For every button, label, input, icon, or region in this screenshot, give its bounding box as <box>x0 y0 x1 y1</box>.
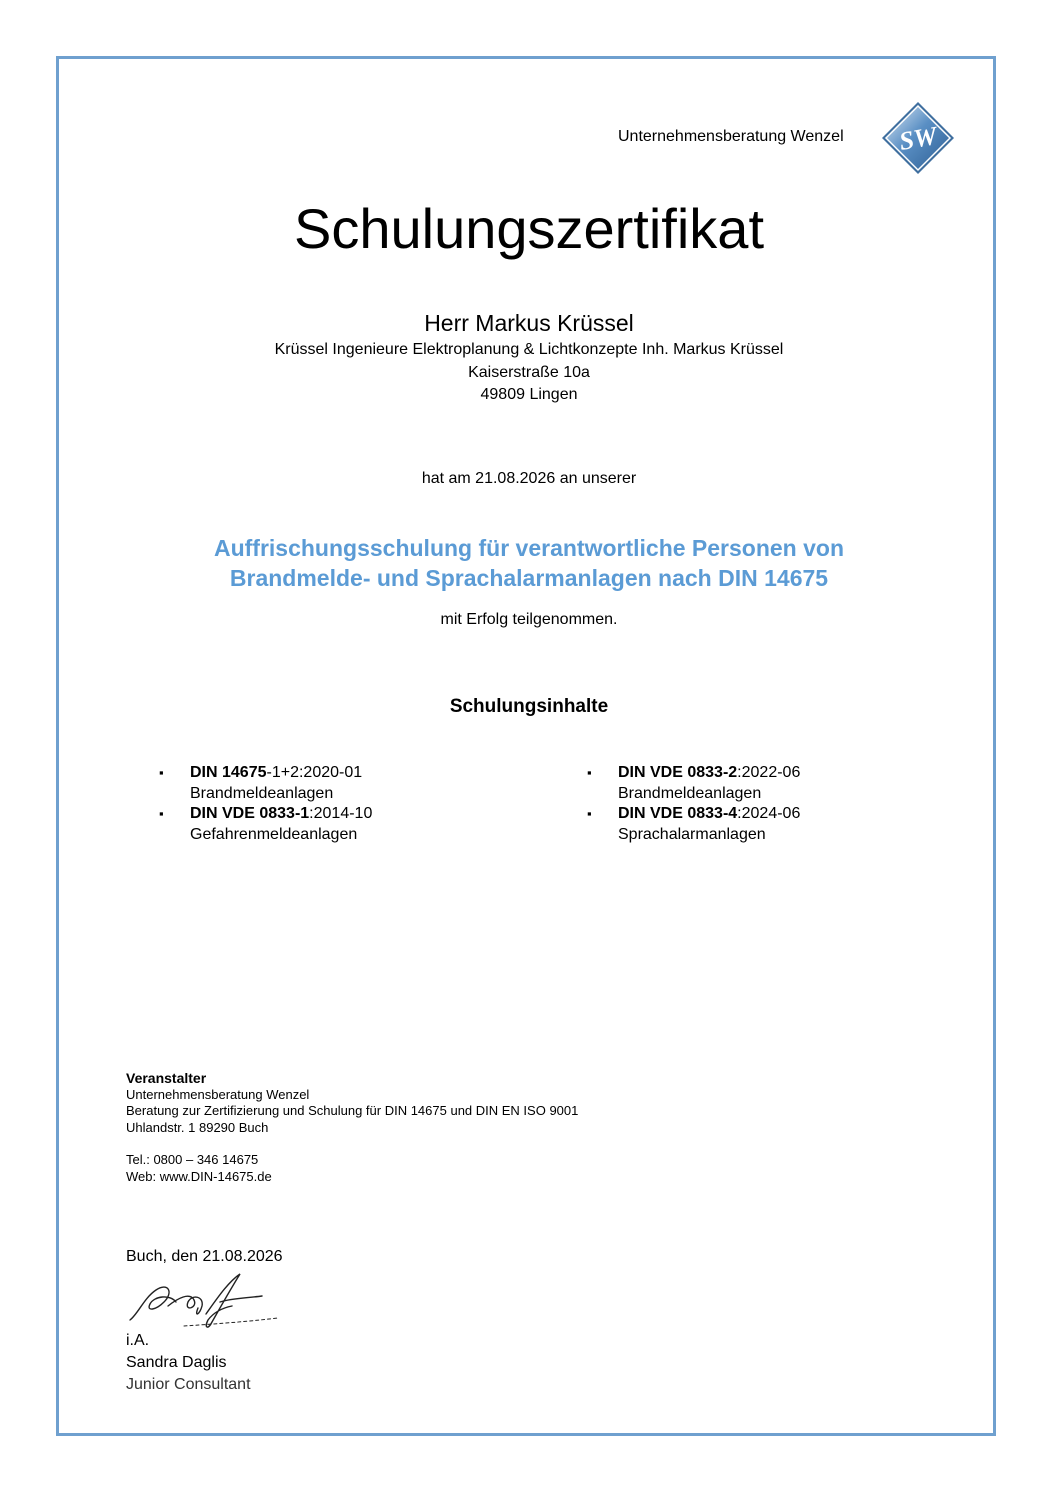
success-text: mit Erfolg teilgenommen. <box>440 611 618 628</box>
item-version: :2024-06 <box>737 805 801 822</box>
item-code: DIN VDE 0833-2 <box>618 764 738 781</box>
item-description: Brandmeldeanlagen <box>618 785 762 802</box>
organizer-name: Unternehmensberatung Wenzel <box>126 1086 310 1102</box>
recipient-company: Krüssel Ingenieure Elektroplanung & Lichtkonzepte Inh. Markus Krüssel <box>274 341 784 358</box>
recipient-street: Kaiserstraße 10a <box>468 364 590 381</box>
organizer-web: Web: www.DIN-14675.de <box>126 1168 272 1184</box>
organizer-tagline: Beratung zur Zertifizierung und Schulung für DIN 14675 und DIN EN ISO 9001 <box>126 1103 579 1118</box>
item-version: -1+2:2020-01 <box>266 764 363 781</box>
handwritten-signature <box>124 1268 284 1338</box>
organizer-phone: Tel.: 0800 – 346 14675 <box>126 1152 259 1167</box>
content-item <box>587 762 938 804</box>
organizer-label: Veranstalter <box>126 1070 207 1086</box>
signatory-prefix: i.A. <box>126 1332 150 1349</box>
brand-name: Unternehmensberatung Wenzel <box>618 128 844 145</box>
signatory-block <box>126 1330 251 1396</box>
recipient-name: Herr Markus Krüssel <box>424 310 634 336</box>
bullet-icon: ▪ <box>587 765 592 780</box>
signatory-name: Sandra Daglis <box>126 1354 227 1371</box>
signatory-role: Junior Consultant <box>126 1376 251 1393</box>
item-version: :2014-10 <box>309 805 373 822</box>
company-logo <box>880 100 956 176</box>
item-code: DIN VDE 0833-4 <box>618 805 738 822</box>
recipient-city: 49809 Lingen <box>480 386 578 403</box>
content-item <box>587 803 938 845</box>
svg-text:SW: SW <box>897 120 940 157</box>
item-description: Brandmeldeanlagen <box>190 785 334 802</box>
contents-heading: Schulungsinhalte <box>449 696 609 717</box>
course-title-line-2: Brandmelde- und Sprachalarmanlagen nach DIN 14675 <box>229 565 829 591</box>
item-code: DIN VDE 0833-1 <box>190 805 310 822</box>
content-item <box>159 762 510 804</box>
content-item <box>159 803 510 845</box>
item-version: :2022-06 <box>737 764 801 781</box>
place-date: Buch, den 21.08.2026 <box>126 1248 283 1265</box>
item-code: DIN 14675 <box>190 764 267 781</box>
item-description: Sprachalarmanlagen <box>618 826 766 843</box>
intro-text: hat am 21.08.2026 an unserer <box>421 470 637 487</box>
organizer-address: Uhlandstr. 1 89290 Buch <box>126 1119 269 1135</box>
organizer-block <box>126 1070 578 1185</box>
bullet-icon: ▪ <box>587 806 592 821</box>
item-description: Gefahrenmeldeanlagen <box>190 826 358 843</box>
certificate-border <box>56 56 996 1436</box>
bullet-icon: ▪ <box>159 806 164 821</box>
course-title-line-1: Auffrischungsschulung für verantwortliche Personen von <box>213 535 845 561</box>
certificate-title: Schulungszertifikat <box>293 197 764 260</box>
bullet-icon: ▪ <box>159 765 164 780</box>
